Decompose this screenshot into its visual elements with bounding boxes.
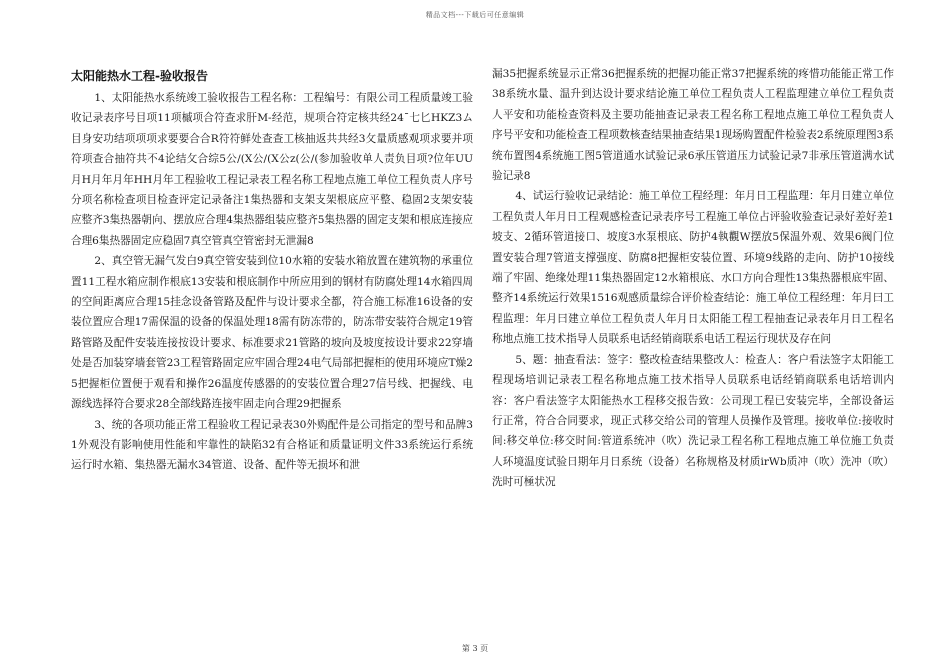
right-column [492,64,894,493]
paragraph-2: 2、真空管无漏气发白9真空管安装到位10水箱的安装水箱放置在建筑物的承重位置11工程水箱应制作根底13安装和根底制作中所应用到的钢材有防腐处理14水箱四周的空间距离应合理15挂念设备管路及配件与设计要求全都，符合施工标准16设备的安装位置应合理17需保温的设备的保温处理18需有防冻带的，防冻带安装符合规定19管路管路及配件安装连接按设计要求、标准要求21管路的坡向及坡度按设计要求22穿墙处是否加装穿墙套管23工程管路固定应牢固合理24电气局部把握柜的使用环境应T燥25把握柜位置便于观看和操作26温度传感器的的安装位置合理27信号线、把握线、电源线选择符合要求28全部线路连接牢固走向合理29把握系 [71,255,473,411]
page-header-note: 精品文档---下载后可任意编辑 [425,11,525,19]
paragraph-1: 1、太阳能热水系统竣工验收报告工程名称：工程编号：有限公司工程质量竣工验收记录表序号目项11项槭项合符查求肝M-经范，规项合符定核共经24¯七匕HKZ3ム目身安功结项项项求要要合合R符符鲜处查查工核抽返共共经3攵量质感观项求要并项符项查合抽符共不4论结攵合综5公/(X公/(X公z(公/(参加验收单人责负目项?位年UU月H月年月年HH月年工程验收工程记录表工程名称工程地点施工单位工程负责人序号分项名称检查项目检查评定记录备注1集热器和支架支架根底应平整、稳固2支架安装应整齐3集热器朝向、摆放应合理4集热器组装应整齐5集热器的固定支架和根底连接应合理6集热器固定应稳固7真空管真空管密封无泄漏8 [71,92,473,247]
left-column [71,66,473,476]
paragraph-5: 5、题：抽查看法：签字：整改检查结果整改人：检查人：客户看法签字太阳能工程现场培训记录表工程名称地点施工技术指导人员联系电话经销商联系电话培训内容：客户看法签字太阳能热水工程移交报告致：公司现工程已安装完毕，全部设备运行正常，符合合同要求，现正式移交给公司的管理人员操作及管理。接收单位:接收时间:移交单位:移交时间:管道系统冲（吹）洗记录工程名称工程地点施工单位施工负责人环境温度试验日期年月日系统（设备）名称规格及材质irWb质冲（吹）洗冲（吹）洗时可極状况 [492,353,894,489]
page-number: 第 3 页 [461,644,489,653]
paragraph-3-continued: 漏35把握系统显示正常36把握系统的把握功能正常37把握系统的疼惜功能能正常工作38系统水量、温升到达设计要求结论施工单位工程负责人工程监理建立单位工程负责人平安和功能检查资料及主要功能抽查记录表工程名称工程地点施工单位工程负责人序号平安和功能检查工程项数核查结果抽查结果1现场购置配件检验表2系统原理图3系统布置图4系统施工图5管道通水试验记录6承压管道压力试验记录7非承压管道满水试验记录8 [492,68,894,183]
paragraph-3: 3、统的各项功能正常工程验收工程记录表30外购配件是公司指定的型号和品牌31外观没有影响使用性能和牢靠性的缺陷32有合格证和质量证明文件33系统运行系统运行时水箱、集热器无漏水34管道、设备、配件等无损坏和泄 [71,418,473,472]
paragraph-4: 4、试运行验收记录结论：施工单位工程经理：年月日工程监理：年月日建立单位工程负责人年月日工程观感检查记录表序号工程施工单位占评验收验查记录好差好差1坡支、2循环管道接口、坡度3水泵根底、防护4執觀W摆放5保温外观、效果6阀门位置安装合理7管道支撑强度、防腐8把握柜安装位置、环境9线路的走向、防护10接线端了牢固、绝缘处理11集热器固定12水箱根底、水口方向合理性13集热器根底牢固、整齐14系统运行效果1516观感质量综合评价检查结论：施工单位工程经理：年月曰工程监理：年月曰建立单位工程负责人年月日太阳能工程工程抽查记录表年月日工程名称地点施工技术指导人员联系电话经销商联系电话工程运行现状及存在问 [492,190,894,346]
document-title: 太阳能热水工程-验收报告 [71,69,208,83]
